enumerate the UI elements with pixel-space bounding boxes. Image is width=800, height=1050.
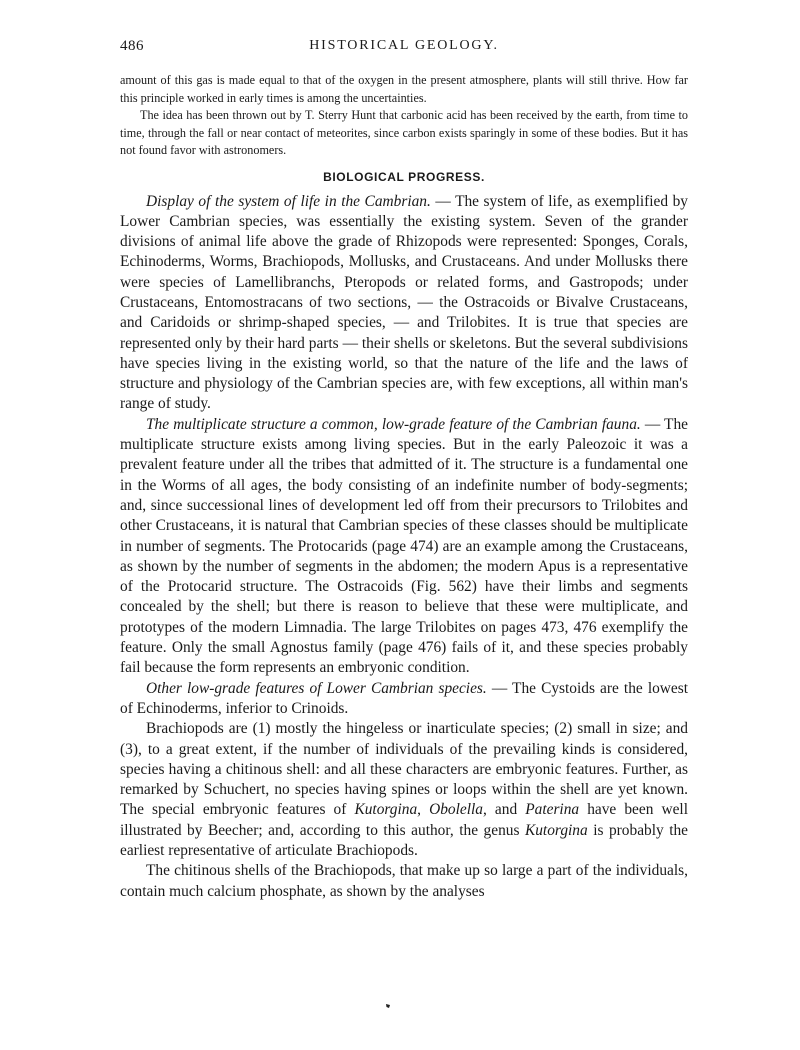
paragraph-low-grade-features <box>120 679 688 720</box>
paragraph-text: Brachiopods are (1) mostly the hingeless or inarticulate species; (2) small in size; and (3), to a great extent, if the number of individuals of the prevailing kinds is considered, species having a chitinous shell: and all these characters are embryonic features. Further, as remarked by Schuchert, no species having spines or loops within the shell are yet known. The special embryonic features of <box>120 720 688 819</box>
running-head <box>120 38 688 62</box>
section-heading: BIOLOGICAL PROGRESS. <box>323 169 485 184</box>
paragraph-text: , and <box>482 801 526 819</box>
paragraph-text: — The system of life, as exemplified by Lower Cambrian species, was essentially the existing system. Seven of the grander divisions of animal life above the grade of Rhizopods were represented: Sponges, Corals, Echinoderms, Worms, Brachiopods, Mollusks, and Crustaceans. And under Mollusks there were species of Lamellibranchs, Pteropods or related forms, and Gastropods; under Crustaceans, Entomostracans of two sections, — the Ostracoids or Bivalve Crustaceans, and Caridoids or shrimp-shaped species, — and Trilobites. It is true that species are represented only by their hard parts — their shells or skeletons. But the several subdivisions have species living in the existing world, so that the nature of the life and the laws of structure and physiology of the Cambrian species are, with few exceptions, all within man's range of study. <box>120 192 688 413</box>
genus-name: Kutorgina <box>524 821 588 839</box>
intro-paragraph-2: The idea has been thrown out by T. Sterry Hunt that carbonic acid has been received by the earth, from time to time, through the fall or near contact of meteorites, since carbon exists sparingly in some of these bodies. But it has not found favor with astronomers. <box>120 108 688 157</box>
paragraph-multiplicate-structure <box>120 415 688 679</box>
genus-name: Kutorgina <box>354 801 418 819</box>
running-title: HISTORICAL GEOLOGY. <box>309 38 499 53</box>
paragraph-chitinous-shells: The chitinous shells of the Brachiopods, that make up so large a part of the individuals, contain much calcium phosphate, as shown by the analyses <box>120 862 688 900</box>
run-in-heading: The multiplicate structure a common, low-grade feature of the Cambrian fauna. <box>146 415 641 433</box>
page <box>120 38 688 902</box>
paragraph-text: is probably the earliest representative of articulate Brachiopods. <box>120 821 689 859</box>
genus-name: Paterina <box>525 801 580 819</box>
paragraph-text: — The multiplicate structure exists among living species. But in the early Paleozoic it was a prevalent feature under all the tribes that admitted of it. The structure is a fundamental one in the Worms of all ages, the body consisting of an indefinite number of body-segments; and, since successional lines of development led off from their precursors to Trilobites and other Crustaceans, it is natural that Cambrian species of these classes should be multiplicate in number of segments. The Protocarids (page 474) are an example among the Crustaceans, as shown by the number of segments in the abdomen; the modern Apus is a representative of the Protocarid structure. The Ostracoids (Fig. 562) have their limbs and segments concealed by the shell; but there is reason to believe that these were multiplicate, and prototypes of the modern Limnadia. The large Trilobites on pages 473, 476 exemplify the feature. Only the small Agnostus family (page 476) fails of it, and these species probably fail because the form represents an embryonic condition. <box>120 415 688 677</box>
intro-paragraph-1: amount of this gas is made equal to that of the oxygen in the present atmosphere, plants will still thrive. How far this principle worked in early times is among the uncertainties. <box>120 73 688 105</box>
section-body <box>120 192 688 902</box>
paragraph-brachiopods <box>120 719 688 861</box>
paragraph-text: , <box>417 801 430 819</box>
paragraph-cambrian-system <box>120 192 688 415</box>
paragraph-text: have been well illustrated by Beecher; and, according to this author, the genus <box>120 801 688 839</box>
intro-text <box>120 72 688 160</box>
ink-mark <box>385 1003 391 1009</box>
run-in-heading: Display of the system of life in the Cambrian. <box>146 192 431 210</box>
genus-name: Obolella <box>429 801 483 819</box>
paragraph-text: — The Cystoids are the lowest of Echinoderms, inferior to Crinoids. <box>120 679 688 717</box>
page-number: 486 <box>120 38 144 54</box>
run-in-heading: Other low-grade features of Lower Cambrian species. <box>146 679 487 697</box>
